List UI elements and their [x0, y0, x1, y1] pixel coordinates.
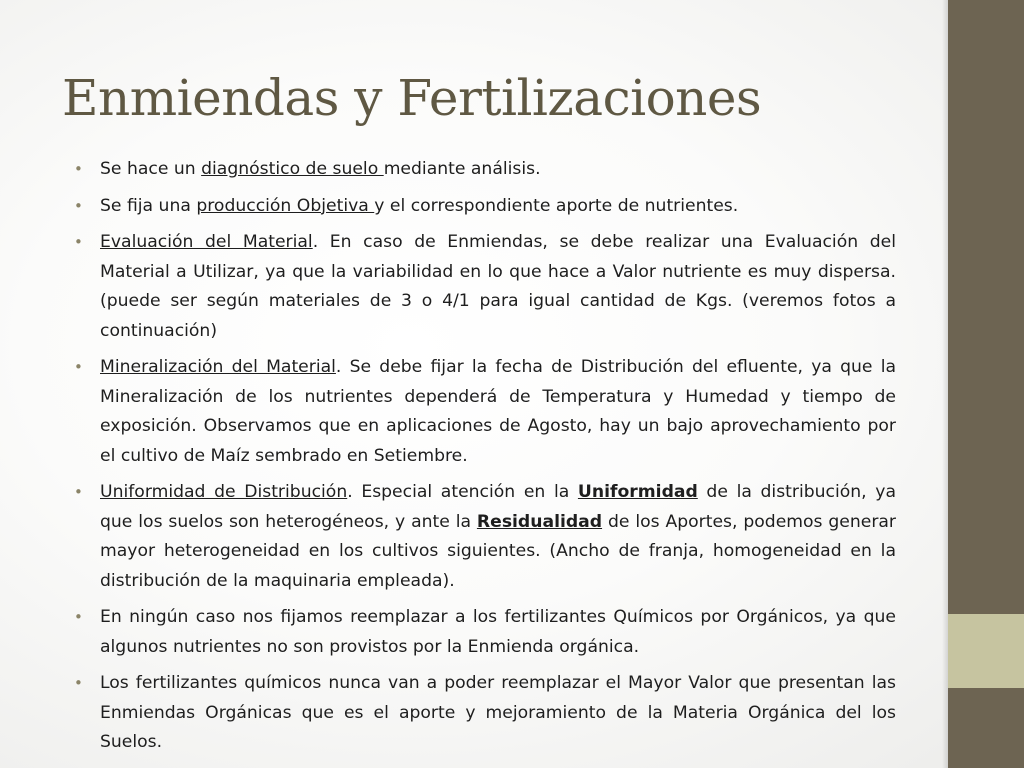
bullet-text: . En caso de Enmiendas, se debe realizar una Evaluación del Material a Utilizar, ya que la variabilidad en lo que hace a Valor nutriente es muy dispersa. (puede ser según materiales de 3 o 4/1 para igual cantidad de Kgs. (veremos fotos a continuación) — [100, 232, 896, 341]
bullet-item-uniformidad — [72, 478, 896, 596]
bullet-text: y el correspondiente aporte de nutrientes. — [374, 195, 739, 216]
bullet-list — [72, 155, 896, 765]
bullet-text: mediante análisis. — [383, 159, 541, 179]
side-band-accent — [948, 614, 1024, 688]
bullet-underlined-term: producción Objetiva — [196, 195, 375, 216]
bullet-item-produccion — [72, 192, 896, 222]
bullet-bold-term: Uniformidad — [577, 482, 698, 502]
bullet-text: de los Aportes, podemos generar mayor heterogeneidad en los cultivos siguientes. (Ancho de franja, homogeneidad en la distribución de la maquinaria empleada). — [100, 511, 896, 591]
bullet-item-reemplazo — [72, 603, 896, 662]
bullet-item-materia-organica — [72, 669, 896, 758]
bullet-item-mineralizacion — [72, 353, 896, 471]
bullet-text: En ningún caso nos fijamos reemplazar a los fertilizantes Químicos por Orgánicos, ya que algunos nutrientes no son provistos por la Enmienda orgánica. — [100, 607, 896, 657]
bullet-underlined-term: Evaluación del Material — [100, 232, 313, 252]
bullet-bold-term: Residualidad — [476, 511, 603, 532]
bullet-text: . Se debe fijar la fecha de Distribución del efluente, ya que la Mineralización de los nutrientes dependerá de Temperatura y Humedad y tiempo de exposición. Observamos que en aplicaciones de Agosto, hay un bajo aprovechamiento por el cultivo de Maíz sembrado en Setiembre. — [100, 357, 897, 466]
bullet-text: de la distribución, ya que los suelos son heterogéneos, y ante la — [100, 482, 896, 532]
bullet-underlined-term: diagnóstico de suelo — [201, 159, 384, 179]
slide-title: Enmiendas y Fertilizaciones — [62, 69, 762, 127]
bullet-text: Se hace un — [100, 159, 202, 179]
bullet-item-diagnostico — [72, 155, 896, 185]
bullet-item-evaluacion — [72, 228, 896, 346]
bullet-underlined-term: Mineralización del Material — [100, 357, 336, 377]
bullet-text: Se fija una — [100, 195, 197, 216]
bullet-text: Los fertilizantes químicos nunca van a poder reemplazar el Mayor Valor que presentan las Enmiendas Orgánicas que es el aporte y mejoramiento de la Materia Orgánica del los Suelos. — [100, 673, 896, 752]
bullet-text: . Especial atención en la — [347, 482, 578, 502]
bullet-underlined-term: Uniformidad de Distribución — [100, 482, 348, 502]
